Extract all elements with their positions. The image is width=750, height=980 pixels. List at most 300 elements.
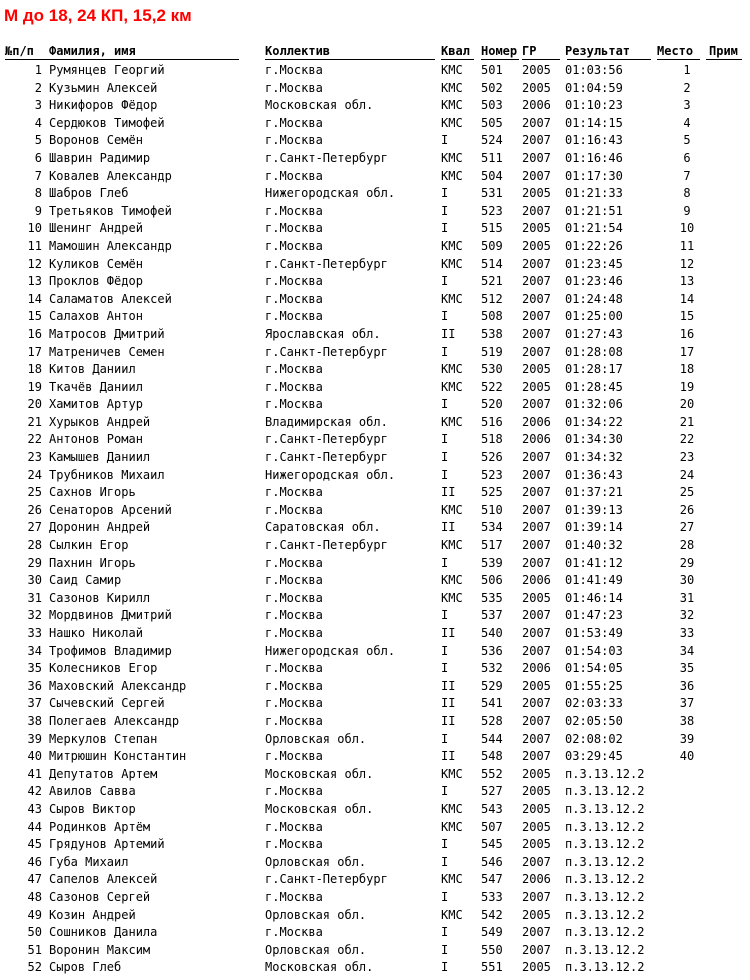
cell-place: 13 — [679, 274, 695, 289]
cell-bib: 523 — [481, 203, 503, 218]
cell-result: п.3.13.12.2 — [565, 801, 645, 816]
header-note: Прим — [709, 44, 738, 58]
cell-year: 2007 — [522, 520, 551, 535]
cell-num: 2 — [34, 80, 42, 95]
cell-num: 36 — [27, 678, 42, 693]
cell-year: 2007 — [522, 274, 551, 289]
cell-bib: 535 — [481, 590, 503, 605]
cell-num: 35 — [27, 661, 42, 676]
cell-qual: I — [441, 942, 449, 957]
cell-name: Колесников Егор — [49, 661, 158, 676]
cell-result: п.3.13.12.2 — [565, 819, 645, 834]
cell-num: 46 — [27, 854, 42, 869]
cell-place: 36 — [679, 678, 695, 693]
cell-num: 41 — [27, 766, 42, 781]
cell-num: 20 — [27, 397, 42, 412]
cell-result: 02:05:50 — [565, 713, 623, 728]
cell-year: 2007 — [522, 643, 551, 658]
cell-result: 01:28:45 — [565, 379, 623, 394]
cell-qual: II — [441, 678, 456, 693]
cell-team: г.Москва — [265, 203, 323, 218]
cell-result: 02:08:02 — [565, 731, 623, 746]
cell-qual: КМС — [441, 63, 463, 77]
cell-year: 2005 — [522, 63, 551, 77]
table-row — [0, 748, 750, 766]
cell-name: Сыров Глеб — [49, 960, 122, 975]
table-row — [0, 643, 750, 661]
cell-place: 25 — [679, 485, 695, 500]
cell-name: Сенаторов Арсений — [49, 502, 172, 517]
results-table-body — [0, 62, 750, 977]
cell-qual: I — [441, 925, 449, 940]
cell-num: 23 — [27, 450, 42, 465]
cell-bib: 534 — [481, 520, 503, 535]
cell-place: 31 — [679, 590, 695, 605]
cell-bib: 541 — [481, 696, 503, 711]
cell-team: г.Москва — [265, 889, 323, 904]
cell-qual: КМС — [441, 256, 463, 271]
cell-num: 19 — [27, 379, 42, 394]
cell-name: Полегаев Александр — [49, 713, 180, 728]
cell-name: Воронин Максим — [49, 942, 151, 957]
table-row — [0, 97, 750, 115]
cell-num: 39 — [27, 731, 42, 746]
cell-year: 2006 — [522, 98, 551, 113]
cell-name: Сыров Виктор — [49, 801, 136, 816]
cell-qual: I — [441, 837, 449, 852]
cell-year: 2007 — [522, 203, 551, 218]
cell-num: 6 — [34, 150, 42, 165]
cell-result: 01:41:12 — [565, 555, 623, 570]
cell-result: п.3.13.12.2 — [565, 854, 645, 869]
table-row — [0, 168, 750, 186]
cell-team: г.Москва — [265, 291, 323, 306]
cell-qual: I — [441, 854, 449, 869]
cell-year: 2005 — [522, 186, 551, 201]
cell-bib: 549 — [481, 925, 503, 940]
table-row — [0, 907, 750, 925]
table-row — [0, 871, 750, 889]
header-rule-place — [657, 59, 700, 60]
cell-result: 01:55:25 — [565, 678, 623, 693]
cell-bib: 515 — [481, 221, 503, 236]
cell-bib: 542 — [481, 907, 503, 922]
cell-place: 18 — [679, 362, 695, 377]
table-row — [0, 713, 750, 731]
table-row — [0, 836, 750, 854]
cell-name: Кузьмин Алексей — [49, 80, 158, 95]
cell-bib: 552 — [481, 766, 503, 781]
cell-team: г.Москва — [265, 221, 323, 236]
header-place: Место — [657, 44, 694, 58]
cell-place: 21 — [679, 414, 695, 429]
cell-num: 22 — [27, 432, 42, 447]
cell-place: 39 — [679, 731, 695, 746]
cell-bib: 527 — [481, 784, 503, 799]
cell-result: 02:03:33 — [565, 696, 623, 711]
cell-bib: 545 — [481, 837, 503, 852]
cell-qual: II — [441, 520, 456, 535]
cell-team: г.Москва — [265, 379, 323, 394]
table-row — [0, 590, 750, 608]
cell-result: 01:03:56 — [565, 63, 623, 77]
table-row — [0, 924, 750, 942]
cell-team: г.Москва — [265, 274, 323, 289]
cell-year: 2006 — [522, 872, 551, 887]
cell-num: 38 — [27, 713, 42, 728]
table-row — [0, 291, 750, 309]
cell-bib: 502 — [481, 80, 503, 95]
cell-name: Салахов Антон — [49, 309, 143, 324]
cell-name: Родинков Артём — [49, 819, 151, 834]
cell-num: 44 — [27, 819, 42, 834]
cell-qual: I — [441, 203, 449, 218]
cell-result: 01:22:26 — [565, 238, 623, 253]
cell-team: Московская обл. — [265, 766, 374, 781]
table-row — [0, 379, 750, 397]
cell-team: г.Москва — [265, 397, 323, 412]
cell-year: 2006 — [522, 661, 551, 676]
cell-year: 2007 — [522, 608, 551, 623]
cell-name: Нашко Николай — [49, 626, 143, 640]
table-row — [0, 572, 750, 590]
cell-year: 2005 — [522, 362, 551, 377]
cell-num: 49 — [27, 907, 42, 922]
cell-num: 7 — [34, 168, 42, 183]
cell-name: Шаврин Радимир — [49, 150, 151, 165]
cell-bib: 536 — [481, 643, 503, 658]
cell-place: 17 — [679, 344, 695, 359]
cell-year: 2005 — [522, 766, 551, 781]
header-rule-qual — [441, 59, 474, 60]
cell-year: 2005 — [522, 801, 551, 816]
cell-bib: 537 — [481, 608, 503, 623]
cell-bib: 525 — [481, 485, 503, 500]
cell-year: 2005 — [522, 784, 551, 799]
cell-team: г.Москва — [265, 819, 323, 834]
cell-result: п.3.13.12.2 — [565, 784, 645, 799]
cell-team: г.Москва — [265, 555, 323, 570]
cell-num: 34 — [27, 643, 42, 658]
table-row — [0, 220, 750, 238]
cell-year: 2007 — [522, 925, 551, 940]
table-row — [0, 625, 750, 643]
cell-num: 12 — [27, 256, 42, 271]
cell-place: 19 — [679, 379, 695, 394]
cell-qual: КМС — [441, 872, 463, 887]
table-row — [0, 942, 750, 960]
cell-bib: 522 — [481, 379, 503, 394]
table-row — [0, 731, 750, 749]
cell-qual: КМС — [441, 801, 463, 816]
cell-qual: КМС — [441, 379, 463, 394]
cell-bib: 546 — [481, 854, 503, 869]
table-row — [0, 185, 750, 203]
cell-bib: 504 — [481, 168, 503, 183]
cell-name: Матросов Дмитрий — [49, 326, 165, 341]
cell-place: 37 — [679, 696, 695, 711]
cell-team: г.Санкт-Петербург — [265, 538, 388, 553]
cell-qual: КМС — [441, 238, 463, 253]
cell-name: Воронов Семён — [49, 133, 143, 148]
cell-qual: КМС — [441, 362, 463, 377]
cell-bib: 514 — [481, 256, 503, 271]
cell-year: 2006 — [522, 414, 551, 429]
cell-name: Никифоров Фёдор — [49, 98, 158, 113]
cell-year: 2005 — [522, 238, 551, 253]
cell-bib: 512 — [481, 291, 503, 306]
cell-year: 2006 — [522, 573, 551, 588]
cell-qual: II — [441, 326, 456, 341]
cell-qual: I — [441, 221, 449, 236]
table-row — [0, 326, 750, 344]
cell-year: 2005 — [522, 379, 551, 394]
cell-bib: 509 — [481, 238, 503, 253]
cell-name: Грядунов Артемий — [49, 837, 165, 852]
cell-place: 29 — [679, 555, 695, 570]
table-row — [0, 819, 750, 837]
cell-num: 10 — [27, 221, 42, 236]
cell-result: 01:39:14 — [565, 520, 623, 535]
table-row — [0, 449, 750, 467]
cell-place: 22 — [679, 432, 695, 447]
cell-year: 2007 — [522, 150, 551, 165]
cell-name: Куликов Семён — [49, 256, 143, 271]
cell-num: 26 — [27, 502, 42, 517]
table-row — [0, 783, 750, 801]
cell-team: г.Москва — [265, 925, 323, 940]
table-row — [0, 467, 750, 485]
cell-result: 01:28:17 — [565, 362, 623, 377]
cell-year: 2005 — [522, 837, 551, 852]
cell-num: 25 — [27, 485, 42, 500]
cell-team: г.Москва — [265, 696, 323, 711]
cell-num: 31 — [27, 590, 42, 605]
cell-place: 14 — [679, 291, 695, 306]
header-rule-name — [49, 59, 239, 60]
cell-name: Камышев Даниил — [49, 450, 151, 465]
cell-place: 27 — [679, 520, 695, 535]
cell-year: 2007 — [522, 626, 551, 640]
cell-qual: I — [441, 784, 449, 799]
cell-year: 2007 — [522, 854, 551, 869]
cell-name: Хамитов Артур — [49, 397, 143, 412]
cell-name: Митрюшин Константин — [49, 749, 187, 764]
cell-num: 3 — [34, 98, 42, 113]
cell-qual: I — [441, 186, 449, 201]
cell-team: Орловская обл. — [265, 907, 367, 922]
cell-name: Сазонов Сергей — [49, 889, 151, 904]
cell-qual: КМС — [441, 819, 463, 834]
cell-bib: 521 — [481, 274, 503, 289]
cell-name: Третьяков Тимофей — [49, 203, 172, 218]
cell-result: п.3.13.12.2 — [565, 766, 645, 781]
cell-bib: 532 — [481, 661, 503, 676]
cell-qual: I — [441, 133, 449, 148]
cell-team: г.Санкт-Петербург — [265, 450, 388, 465]
table-row — [0, 256, 750, 274]
cell-place: 23 — [679, 450, 695, 465]
cell-qual: КМС — [441, 291, 463, 306]
cell-year: 2005 — [522, 678, 551, 693]
cell-name: Сазонов Кирилл — [49, 590, 151, 605]
cell-num: 24 — [27, 467, 42, 482]
cell-bib: 531 — [481, 186, 503, 201]
cell-bib: 518 — [481, 432, 503, 447]
table-row — [0, 502, 750, 520]
cell-name: Хурыков Андрей — [49, 414, 151, 429]
table-row — [0, 431, 750, 449]
cell-bib: 551 — [481, 960, 503, 975]
header-bib: Номер — [481, 44, 518, 58]
cell-team: Нижегородская обл. — [265, 643, 396, 658]
cell-qual: II — [441, 749, 456, 764]
table-row — [0, 273, 750, 291]
cell-place: 9 — [683, 203, 691, 218]
cell-name: Авилов Савва — [49, 784, 136, 799]
cell-name: Сапелов Алексей — [49, 872, 158, 887]
cell-team: г.Москва — [265, 133, 323, 148]
cell-num: 37 — [27, 696, 42, 711]
header-rule-note — [706, 59, 742, 60]
cell-result: п.3.13.12.2 — [565, 837, 645, 852]
cell-place: 16 — [679, 326, 695, 341]
table-row — [0, 555, 750, 573]
cell-place: 35 — [679, 661, 695, 676]
cell-result: 01:17:30 — [565, 168, 623, 183]
cell-year: 2007 — [522, 344, 551, 359]
cell-result: 01:21:54 — [565, 221, 623, 236]
cell-year: 2006 — [522, 432, 551, 447]
cell-bib: 517 — [481, 538, 503, 553]
cell-team: Московская обл. — [265, 98, 374, 113]
cell-name: Депутатов Артем — [49, 766, 158, 781]
cell-qual: КМС — [441, 168, 463, 183]
table-row — [0, 889, 750, 907]
cell-name: Доронин Андрей — [49, 520, 151, 535]
cell-team: г.Москва — [265, 626, 323, 640]
cell-qual: I — [441, 889, 449, 904]
cell-qual: I — [441, 731, 449, 746]
cell-num: 5 — [34, 133, 42, 148]
table-row — [0, 115, 750, 133]
cell-year: 2007 — [522, 168, 551, 183]
table-row — [0, 660, 750, 678]
cell-result: 01:23:46 — [565, 274, 623, 289]
cell-num: 15 — [27, 309, 42, 324]
cell-bib: 548 — [481, 749, 503, 764]
cell-bib: 533 — [481, 889, 503, 904]
cell-team: Саратовская обл. — [265, 520, 381, 535]
cell-place: 1 — [683, 63, 691, 77]
cell-qual: I — [441, 344, 449, 359]
cell-team: г.Москва — [265, 168, 323, 183]
cell-qual: II — [441, 696, 456, 711]
table-row — [0, 396, 750, 414]
cell-num: 51 — [27, 942, 42, 957]
cell-bib: 529 — [481, 678, 503, 693]
cell-result: 01:34:30 — [565, 432, 623, 447]
cell-name: Проклов Фёдор — [49, 274, 143, 289]
cell-name: Ткачёв Даниил — [49, 379, 143, 394]
table-row — [0, 484, 750, 502]
cell-result: 01:21:33 — [565, 186, 623, 201]
cell-name: Румянцев Георгий — [49, 63, 165, 77]
table-row — [0, 62, 750, 80]
cell-place: 38 — [679, 713, 695, 728]
cell-year: 2005 — [522, 590, 551, 605]
cell-team: г.Москва — [265, 678, 323, 693]
cell-place: 6 — [683, 150, 691, 165]
cell-bib: 539 — [481, 555, 503, 570]
cell-result: 01:25:00 — [565, 309, 623, 324]
cell-name: Пахнин Игорь — [49, 555, 136, 570]
cell-team: г.Санкт-Петербург — [265, 432, 388, 447]
table-row — [0, 695, 750, 713]
header-rule-result — [567, 59, 651, 60]
table-row — [0, 80, 750, 98]
cell-name: Сошников Данила — [49, 925, 158, 940]
cell-name: Сердюков Тимофей — [49, 115, 165, 130]
cell-place: 32 — [679, 608, 695, 623]
results-table-header — [0, 43, 750, 60]
cell-team: Орловская обл. — [265, 942, 367, 957]
cell-place: 11 — [679, 238, 695, 253]
cell-result: 01:39:13 — [565, 502, 623, 517]
table-row — [0, 959, 750, 977]
cell-team: г.Москва — [265, 309, 323, 324]
cell-result: 01:40:32 — [565, 538, 623, 553]
cell-year: 2007 — [522, 256, 551, 271]
cell-bib: 524 — [481, 133, 503, 148]
cell-team: г.Москва — [265, 590, 323, 605]
cell-qual: I — [441, 397, 449, 412]
cell-num: 28 — [27, 538, 42, 553]
cell-num: 16 — [27, 326, 42, 341]
cell-bib: 501 — [481, 63, 503, 77]
table-row — [0, 238, 750, 256]
cell-team: г.Москва — [265, 573, 323, 588]
cell-name: Трофимов Владимир — [49, 643, 172, 658]
cell-team: Владимирская обл. — [265, 414, 388, 429]
cell-year: 2007 — [522, 309, 551, 324]
cell-qual: II — [441, 713, 456, 728]
table-row — [0, 203, 750, 221]
header-rule-year — [522, 59, 560, 60]
cell-result: 01:10:23 — [565, 98, 623, 113]
cell-num: 48 — [27, 889, 42, 904]
table-row — [0, 150, 750, 168]
cell-result: 03:29:45 — [565, 749, 623, 764]
cell-num: 33 — [27, 626, 42, 640]
cell-place: 10 — [679, 221, 695, 236]
cell-qual: I — [441, 450, 449, 465]
header-name: Фамилия, имя — [49, 44, 136, 58]
cell-result: п.3.13.12.2 — [565, 889, 645, 904]
cell-place: 7 — [683, 168, 691, 183]
cell-team: г.Санкт-Петербург — [265, 150, 388, 165]
cell-year: 2007 — [522, 889, 551, 904]
cell-result: п.3.13.12.2 — [565, 942, 645, 957]
cell-result: п.3.13.12.2 — [565, 960, 645, 975]
cell-num: 21 — [27, 414, 42, 429]
cell-year: 2007 — [522, 450, 551, 465]
cell-name: Мамошин Александр — [49, 238, 172, 253]
cell-name: Губа Михаил — [49, 854, 129, 869]
cell-year: 2007 — [522, 696, 551, 711]
cell-name: Сычевский Сергей — [49, 696, 165, 711]
cell-bib: 507 — [481, 819, 503, 834]
